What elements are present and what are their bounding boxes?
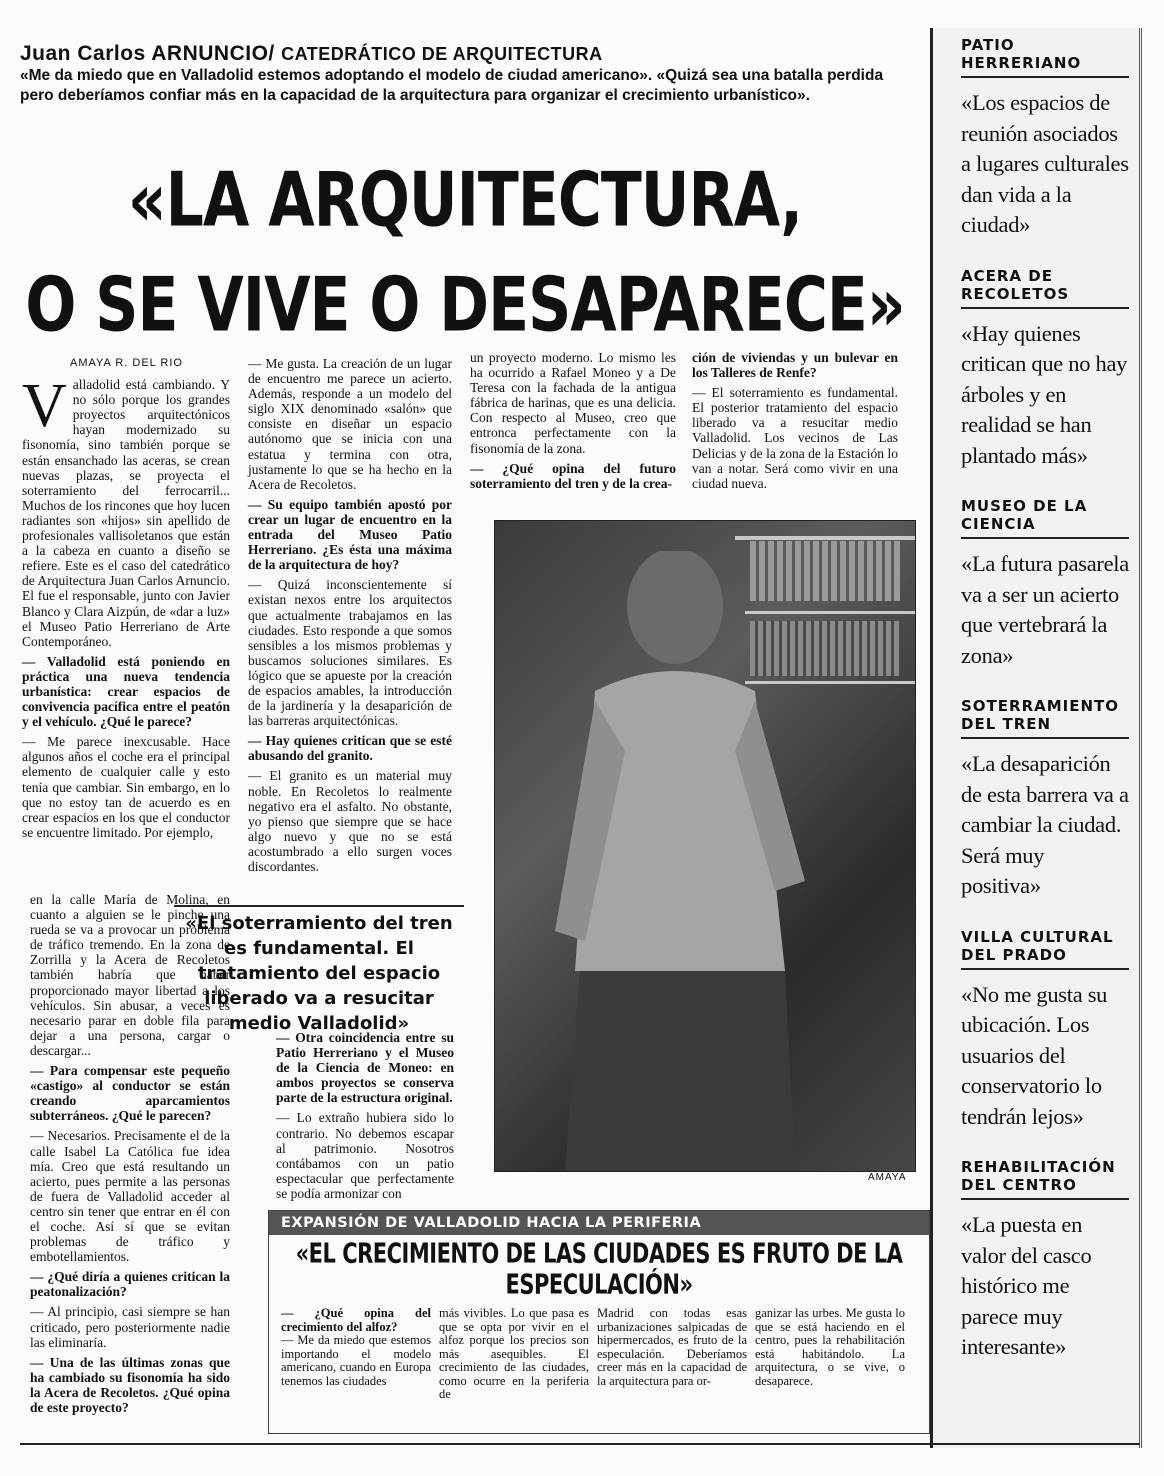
answer-paragraph: — Me gusta. La creación de un lugar de encuentro me parece un acierto. Además, responde a un modelo del siglo XIX denominado «salón» que consiste en diseñar un espacio autónomo que se inicia con una estatua y termina con otra, justamente lo que se ha hecho en la Acera de Recoletos. [248,356,452,492]
sidebar-heading: VILLA CULTURAL DEL PRADO [961,920,1129,970]
sidebar-heading: ACERA DE RECOLETOS [961,259,1129,309]
question-paragraph: — ¿Qué diría a quienes critican la peatonalización? [30,1269,230,1300]
bottom-rule [20,1443,1140,1445]
question-paragraph: — Valladolid está poniendo en práctica una nueva tendencia urbanística: crear espacios de convivencia pacífica entre el peatón y el vehículo. ¿Qué le parece? [22,653,230,730]
box-answer: — Me da miedo que estemos importando el modelo americano, cuando en Europa tenemos las ciudades [281,1333,431,1388]
question-paragraph: — Hay quienes critican que se esté abusando del granito. [248,733,452,764]
column-3-body [470,350,676,491]
box-column-4: ganizar las urbes. Me gusta lo que se está haciendo en el centro, pues la rehabilitación está habitándolo. La arquitectura, o se vive, o desaparece. [755,1306,905,1388]
article-column-2 [248,356,452,879]
answer-paragraph: — Al principio, casi siempre se han criticado, pero posteriormente nadie las eliminaría. [30,1304,230,1350]
answer-paragraph: alladolid está cambiando. Y no sólo porque los grandes proyectos arquitectónicos hayan modernizado su fisonomía, sino también porque se están ensanchado las aceras, se crean nuevas plazas, se proyecta el soterramiento del ferrocarril... Muchos de los rincones que hoy lucen radiantes son «hijos» sin apellido de profesionales vallisoletanos que están a la cabeza en cuanto a diseño se refiere. Este es el caso del catedrático de Arquitectura Juan Carlos Arnuncio. El fue el responsable, junto con Javier Blanco y Clara Aizpún, de «dar a luz» el Museo Patio Herreriano de Arte Contemporáneo. [22,377,230,649]
box-column-3: Madrid con todas esas urbanizaciones salpicadas de hipermercados, es fruto de la especulación. Deberíamos creer más en la capacidad de la arquitectura para or- [597,1306,747,1388]
sidebar-heading: PATIO HERRERIANO [961,28,1129,78]
question-paragraph: — Una de las últimas zonas que ha cambiado su fisonomía ha sido la Acera de Recoletos. ¿Qué opina de este proyecto? [30,1354,230,1415]
headline-line-2: O SE VIVE O DESAPARECE» [25,261,905,350]
box-column-2: más vivibles. Lo que pasa es que se opta por vivir en el alfoz porque los precios son más asequibles. El crecimiento de las ciudades, como ocurre en la periferia de [439,1306,589,1401]
box-headline: «EL CRECIMIENTO DE LAS CIUDADES ES FRUTO DE LA ESPECULACIÓN» [295,1237,903,1301]
answer-paragraph: — Quizá inconscientemente sí existan nexos entre los arquitectos que actualmente trabajamos en las ciudades. Esto responde a que somos sensibles a los mismos problemas y buscamos soluciones similares. Es lógico que se apueste por la creación de espacios amables, la introducción de la jardinería y la desaparición de las barreras arquitectónicas. [248,577,452,729]
question-paragraph: — Para compensar este pequeño «castigo» al conductor se están creando aparcamientos subterráneos. ¿Qué le parecen? [30,1063,230,1124]
column-2-body [248,356,452,874]
sidebar-heading: MUSEO DE LA CIENCIA [961,489,1129,539]
box-title: EXPANSIÓN DE VALLADOLID HACIA LA PERIFERIA [269,1211,929,1235]
sidebar-quote: «Los espacios de reunión asociados a lugares culturales dan vida a la ciudad» [961,90,1129,237]
column-1-body [22,372,230,840]
deck: «Me da miedo que en Valladolid estemos adoptando el modelo de ciudad americano». «Quizá sea una batalla perdida pero deberíamos confiar más en la capacidad de la arquitectura para organizar el crecimiento urbanístico». [20,67,884,104]
box-column-1 [281,1307,431,1388]
interviewee-name: Juan Carlos ARNUNCIO/ [20,42,275,65]
sidebar-quote: «La desaparición de esta barrera va a cambiar la ciudad. Será muy positiva» [961,751,1129,898]
answer-paragraph: un proyecto moderno. Lo mismo les ha ocurrido a Rafael Moneo y a De Teresa con la fachada de la antigua fábrica de harinas, que es una delicia. Con respecto al Museo, creo que entronca perfectamente con la fisonomía de la zona. [470,350,676,456]
question-paragraph: — ¿Qué opina del futuro soterramiento del tren y de la crea- [470,460,676,491]
question-paragraph: — Otra coincidencia entre su Patio Herreriano y el Museo de la Ciencia de Moneo: en ambos proyectos se conserva parte de la estructura original. [276,1030,454,1106]
sidebar-quote: «La puesta en valor del casco histórico me parece muy interesante» [961,1212,1092,1359]
article-column-1 [22,356,230,845]
pull-quote: «El soterramiento del tren es fundamental. El tratamiento del espacio liberado va a resucitar medio Valladolid» [174,905,464,1036]
answer-paragraph: — Lo extraño hubiera sido lo contrario. No debemos escapar al patrimonio. Nosotros contábamos con un patio espectacular que perfectamente se podía armonizar con [276,1110,454,1201]
sidebar-quote: «No me gusta su ubicación. Los usuarios del conservatorio lo tendrán lejos» [961,981,1108,1129]
headline [0,148,930,358]
question-paragraph: ción de viviendas y un bulevar en los Talleres de Renfe? [692,350,898,381]
answer-paragraph: — El soterramiento es fundamental. El posterior tratamiento del espacio liberado va a resucitar medio Valladolid. Los vecinos de Las Delicias y de la zona de la Estación lo van a notar. Será como vivir en una ciudad nueva. [692,385,898,491]
answer-paragraph: — Necesarios. Precisamente el de la calle Isabel La Católica fue idea mía. Creo que está resultando un acierto, pues permite a las personas de fuera de Valladolid acceder al centro sin tener que entrar en él con el coche. Así sí que se evitan problemas de tráfico y embotellamientos. [30,1128,230,1265]
article-column-3 [470,350,676,496]
answer-paragraph: — El granito es un material muy noble. En Recoletos lo realmente negativo era el asfalto. No obstante, yo pienso que siempre que se hace algo nuevo y que no se está acostumbrado a ello surgen voces discordantes. [248,768,452,874]
interview-photo [494,520,916,1172]
byline [20,42,603,66]
headline-line-1: «LA ARQUITECTURA, [127,156,803,245]
sidebar-quote: «Hay quienes critican que no hay árboles y en realidad se han plantado más» [961,320,1128,468]
photo-credit: AMAYA [868,1172,907,1183]
column-2b-body [276,1030,454,1201]
dropcap: V [22,372,67,441]
answer-paragraph: en la calle María de Molina, en cuanto a alguien se le pinche una rueda se va a provocar un problema de tráfico tremendo. En la zona de Zorrilla y la Acera de Recoletos también habría que haber proporcionado mayor libertad a los vehículos. Sin abusar, a veces es necesario parar en doble fila para dejar a una persona, cargar o descargar... [30,892,230,1058]
author: AMAYA R. DEL RIO [70,357,183,369]
sidebar-heading: REHABILITACIÓN DEL CENTRO [961,1150,1129,1200]
related-box [268,1210,930,1434]
box-question: — ¿Qué opina del crecimiento del alfoz? [281,1306,431,1334]
article-column-4 [692,350,898,496]
article-column-2-continued [276,1030,454,1206]
person-figure [555,551,805,1171]
column-4-body [692,350,898,491]
sidebar-quote: «La futura pasarela va a ser un acierto que vertebrará la zona» [961,551,1129,668]
sidebar-list [933,28,1139,1363]
interviewee-role: CATEDRÁTICO DE ARQUITECTURA [281,44,603,64]
question-paragraph: — Su equipo también apostó por crear un lugar de encuentro en la entrada del Museo Patio Herreriano. ¿Es ésta una máxima de la arquitectura de hoy? [248,496,452,573]
answer-paragraph: — Me parece inexcusable. Hace algunos años el coche era el principal elemento de cualquier calle y esto tenía que cambiar. Sin embargo, en lo que no estoy tan de acuerdo es en crear espacios en los que el conductor se encuentre limitado. Por ejemplo, [22,734,230,840]
sidebar-heading: SOTERRAMIENTO DEL TREN [961,689,1129,739]
quotes-sidebar [930,28,1142,1448]
